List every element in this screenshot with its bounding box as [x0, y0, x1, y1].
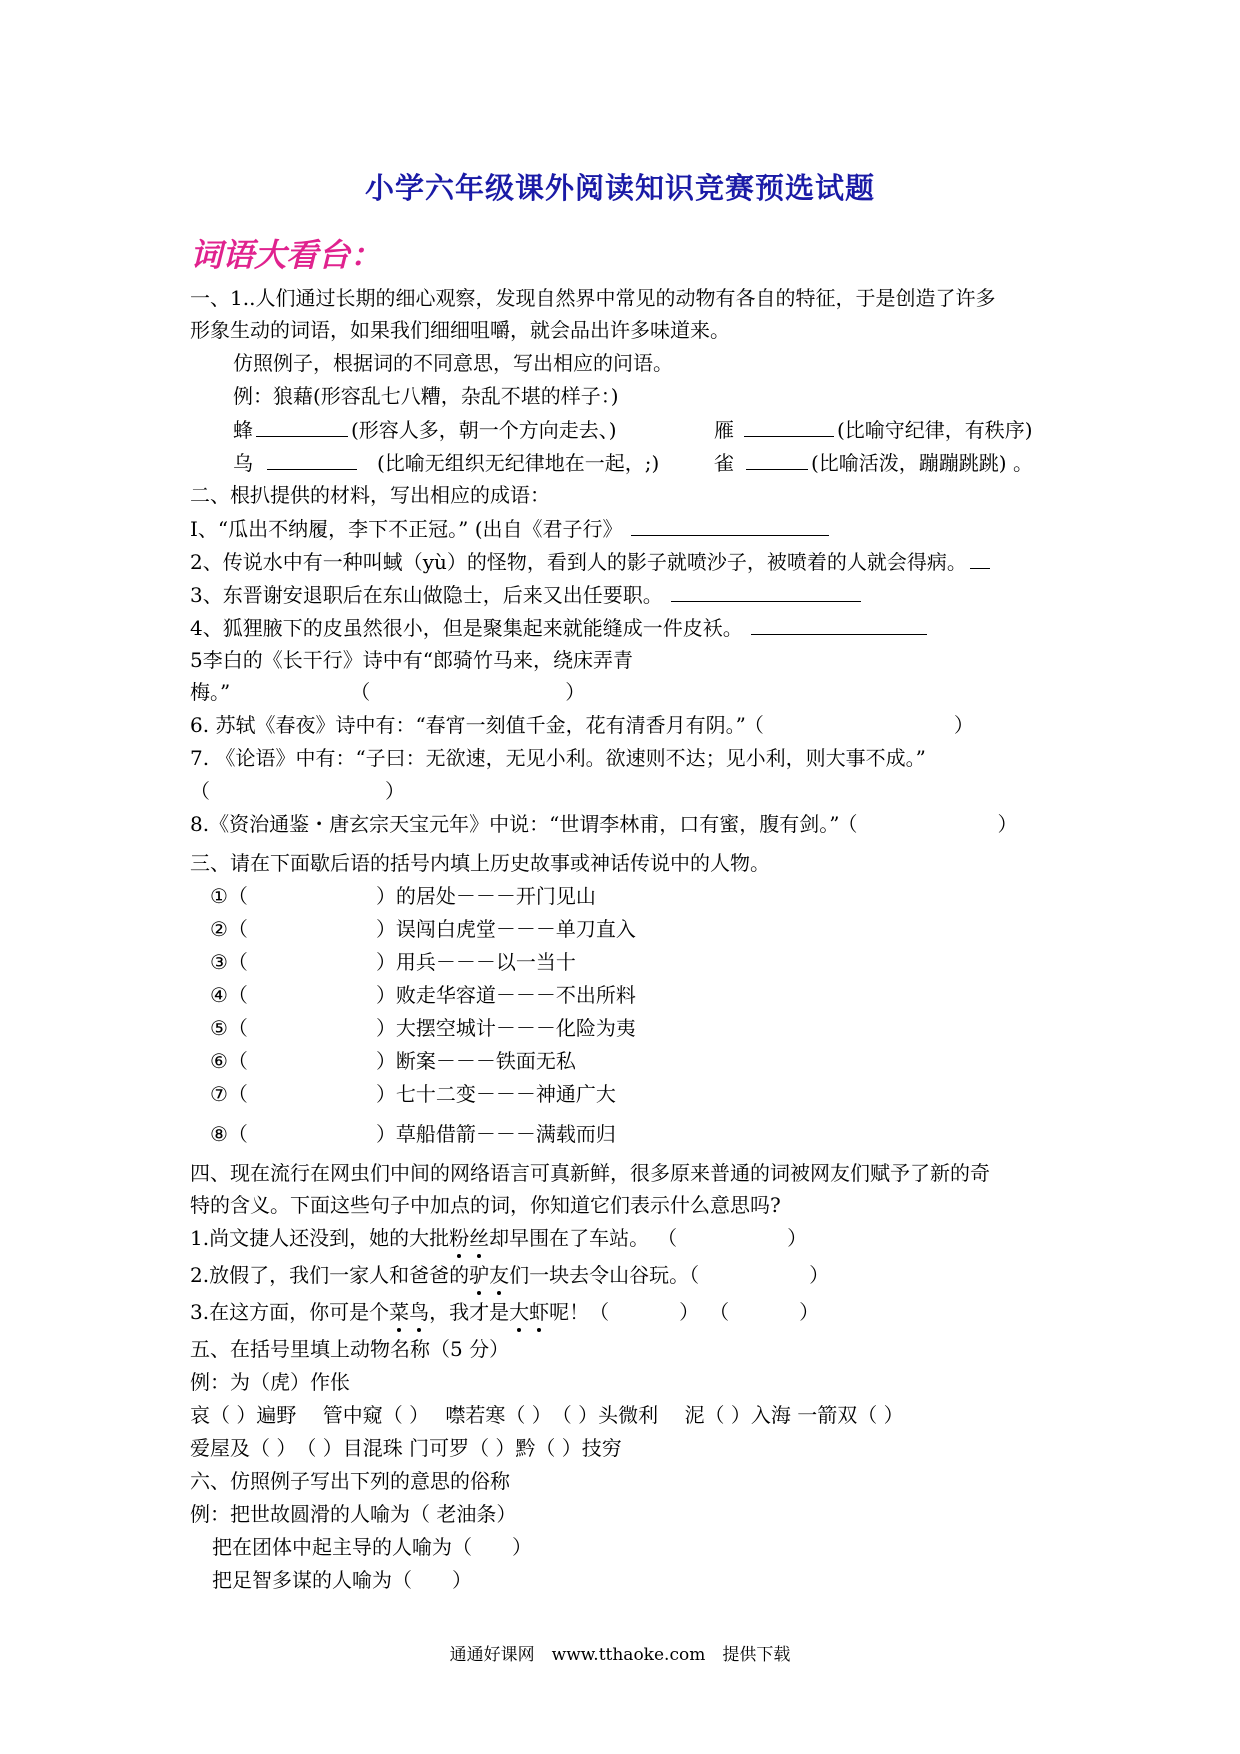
list-item — [210, 1048, 576, 1074]
s4-q3-text-b: ，我才是 — [429, 1300, 510, 1324]
left-paren: （ — [360, 680, 371, 704]
s1-a2-note: (比喻守纪律，有秩序) — [837, 418, 1033, 442]
answer-blank[interactable] — [746, 449, 808, 470]
s4-q3-text-c: 呢！ — [549, 1300, 590, 1324]
s1-b2: 雀 — [714, 451, 734, 475]
s4-q3 — [190, 1299, 819, 1325]
item-number: ③（ — [210, 950, 248, 974]
s6-example: 例：把世故圆滑的人喻为（ 老油条） — [190, 1502, 517, 1526]
right-paren: ） — [997, 812, 1018, 836]
s4-q1 — [190, 1225, 807, 1251]
item-number: ⑧（ — [210, 1122, 248, 1146]
s2-q4 — [190, 614, 930, 641]
s1-row-a — [233, 416, 617, 443]
answer-blank[interactable] — [267, 449, 357, 470]
page-title: 小学六年级课外阅读知识竞赛预选试题 — [364, 171, 875, 205]
s2-q5a: 5李白的《长干行》诗中有“郎骑竹马来，绕床弄青 — [190, 648, 633, 672]
right-paren: ） — [385, 779, 405, 803]
list-item — [210, 1015, 636, 1041]
item-text: ）用兵－－－以一当十 — [375, 950, 576, 974]
s4-q2-text-a: 2.放假了，我们一家人和爸爸的 — [190, 1263, 470, 1287]
answer-blank[interactable] — [671, 581, 861, 602]
list-item — [210, 1081, 616, 1107]
right-paren: ） — [565, 680, 586, 704]
item-text: ）大摆空城计－－－化险为夷 — [375, 1016, 636, 1040]
list-item — [210, 982, 636, 1008]
list-item — [210, 949, 576, 975]
s2-q2 — [190, 548, 993, 575]
right-paren: ） — [799, 1300, 820, 1324]
s1-row-b2 — [714, 449, 1033, 476]
answer-blank[interactable] — [751, 614, 927, 635]
s1-a1: 蜂 — [233, 418, 253, 442]
s1-line1: 一、1..人们通过长期的细心观察，发现自然界中常见的动物有各自的特征，于是创造了许多 — [190, 286, 996, 310]
s4-q1-text-a: 1.尚文捷人还没到，她的大批 — [190, 1226, 450, 1250]
s5-heading: 五、在括号里填上动物名称（5 分） — [190, 1337, 510, 1361]
left-paren: （ — [689, 1263, 700, 1287]
s2-q7b — [190, 778, 405, 804]
s6-heading: 六、仿照例子写出下列的意思的俗称 — [190, 1469, 510, 1493]
dotted-word: 驴友 — [469, 1263, 510, 1287]
s2-q3-text: 3、东晋谢安退职后在东山做隐士，后来又出任要职。 — [190, 583, 663, 607]
s5-row2: 爱屋及（ ） （ ）目混珠 门可罗（ ）黔（ ）技穷 — [190, 1436, 622, 1460]
s2-q7a: 7. 《论语》中有：“子曰：无欲速，无见小利。欲速则不达；见小利，则大事不成。” — [190, 746, 926, 770]
right-paren: ） — [953, 713, 974, 737]
item-text: ）败走华容道－－－不出所料 — [375, 983, 636, 1007]
s1-line2: 形象生动的词语，如果我们细细咀嚼，就会品出许多味道来。 — [190, 318, 730, 342]
item-number: ⑥（ — [210, 1049, 248, 1073]
left-paren: （ — [719, 1300, 730, 1324]
s2-q1-text: I、“瓜出不纳履，李下不正冠。” (出自《君子行》 — [190, 517, 623, 541]
s1-instruction: 仿照例子，根据词的不同意思，写出相应的问语。 — [233, 351, 673, 375]
left-paren: （ — [847, 812, 858, 836]
answer-blank[interactable] — [744, 416, 834, 437]
left-paren: （ — [190, 779, 210, 803]
s2-q8-text: 8.《资治通鉴・唐玄宗天宝元年》中说：“世谓李林甫，口有蜜，腹有剑。” — [190, 812, 840, 836]
left-paren: （ — [589, 1300, 610, 1324]
s2-q3 — [190, 581, 864, 608]
item-text: ）的居处－－－开门见山 — [375, 884, 596, 908]
answer-blank[interactable] — [631, 515, 829, 536]
item-text: ）断案－－－铁面无私 — [375, 1049, 576, 1073]
section-heading: 词语大看台： — [190, 236, 383, 274]
s6-q2: 把足智多谋的人喻为（ ） — [212, 1568, 472, 1592]
item-number: ②（ — [210, 917, 248, 941]
left-paren: （ — [667, 1226, 678, 1250]
s1-b2-note: (比喻活泼，蹦蹦跳跳) 。 — [811, 451, 1033, 475]
s1-b1-note: (比喻无组织无纪律地在一起，;) — [377, 451, 660, 475]
list-item — [210, 883, 596, 909]
footer: 通通好课网 www.tthaoke.com 提供下载 — [449, 1645, 791, 1665]
s1-row-b — [233, 449, 659, 476]
s2-q4-text: 4、狐狸腋下的皮虽然很小，但是聚集起来就能缝成一件皮袄。 — [190, 616, 743, 640]
s2-q5b-text: 梅。” — [190, 680, 231, 704]
s1-b1: 乌 — [233, 451, 253, 475]
item-text: ）误闯白虎堂－－－单刀直入 — [375, 917, 636, 941]
s2-q8 — [190, 811, 1018, 837]
s4-q2 — [190, 1262, 829, 1288]
s4-q2-text-b: 们一块去令山谷玩。 — [509, 1263, 690, 1287]
dotted-word: 菜鸟 — [389, 1300, 430, 1324]
left-paren: （ — [753, 713, 764, 737]
list-item — [210, 1121, 616, 1147]
dotted-word: 大虾 — [509, 1300, 550, 1324]
right-paren: ） — [809, 1263, 830, 1287]
s1-example: 例：狼藉(形容乱七八糟，杂乱不堪的样子：) — [233, 384, 619, 408]
s5-example: 例：为（虎）作伥 — [190, 1370, 350, 1394]
answer-blank[interactable] — [256, 416, 348, 437]
answer-blank[interactable] — [970, 548, 990, 569]
right-paren: ） — [679, 1300, 700, 1324]
s2-q2-text: 2、传说水中有一种叫蜮（yù）的怪物，看到人的影子就喷沙子，被喷着的人就会得病。 — [190, 550, 967, 574]
item-text: ）七十二变－－－神通广大 — [375, 1082, 616, 1106]
item-number: ⑤（ — [210, 1016, 248, 1040]
s4-line1: 四、现在流行在网虫们中间的网络语言可真新鲜，很多原来普通的词被网友们赋予了新的奇 — [190, 1161, 990, 1185]
s2-q6 — [190, 712, 974, 738]
s4-line2: 特的含义。下面这些句子中加点的词，你知道它们表示什么意思吗? — [190, 1193, 781, 1217]
s2-q6-text: 6. 苏轼《春夜》诗中有：“春宵一刻值千金，花有清香月有阴。” — [190, 713, 746, 737]
s5-row1: 哀（ ）遍野 管中窥（ ） 噤若寒（ ） （ ）头微利 泥（ ）入海 一箭双（ ） — [190, 1403, 904, 1427]
s6-q1: 把在团体中起主导的人喻为（ ） — [212, 1535, 532, 1559]
s4-q1-text-b: 却早围在了车站。 — [489, 1226, 650, 1250]
item-number: ⑦（ — [210, 1082, 248, 1106]
item-number: ①（ — [210, 884, 248, 908]
s2-q5b — [190, 679, 585, 705]
s2-q1 — [190, 515, 832, 542]
s1-a1-note: (形容人多，朝一个方向走去、) — [351, 418, 617, 442]
right-paren: ） — [787, 1226, 808, 1250]
s3-heading: 三、请在下面歇后语的括号内填上历史故事或神话传说中的人物。 — [190, 851, 770, 875]
s2-heading: 二、根扒提供的材料，写出相应的成语： — [190, 483, 550, 507]
item-number: ④（ — [210, 983, 248, 1007]
s1-a2: 雁 — [714, 418, 734, 442]
s4-q3-text-a: 3.在这方面，你可是个 — [190, 1300, 390, 1324]
list-item — [210, 916, 636, 942]
item-text: ）草船借箭－－－满载而归 — [375, 1122, 616, 1146]
s1-row-a2 — [714, 416, 1033, 443]
dotted-word: 粉丝 — [449, 1226, 490, 1250]
